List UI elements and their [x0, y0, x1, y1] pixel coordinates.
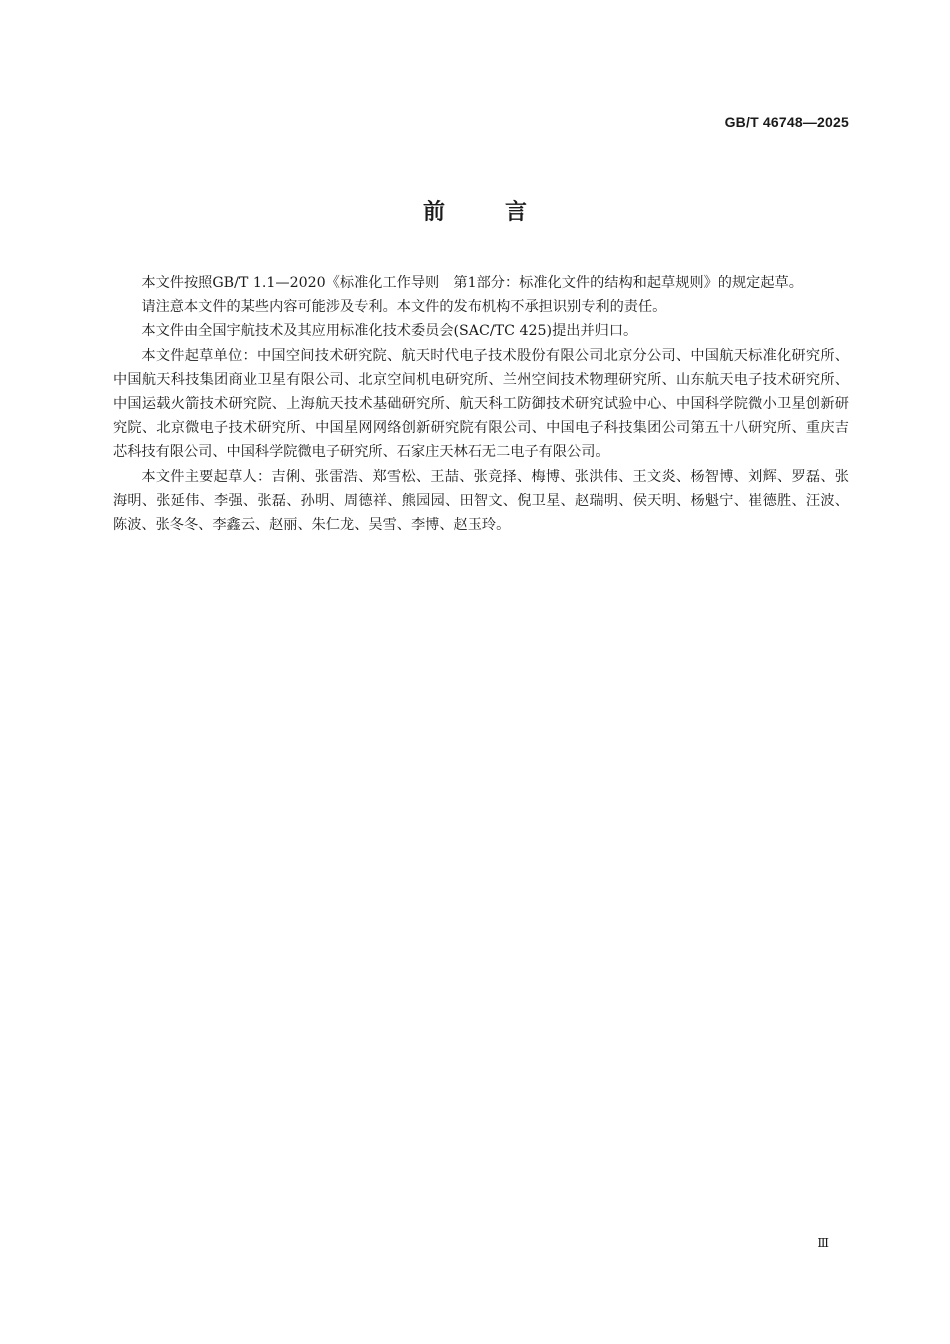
paragraph-patent-notice: 请注意本文件的某些内容可能涉及专利。本文件的发布机构不承担识别专利的责任。 [141, 299, 667, 316]
foreword-body [113, 271, 849, 537]
paragraph-drafting-rules: 本文件按照GB/T 1.1—2020《标准化工作导则 第1部分：标准化文件的结构和起草规则》的规定起草。 [141, 275, 803, 291]
standard-code: GB/T 46748—2025 [724, 114, 849, 130]
paragraph-drafting-units: 本文件起草单位：中国空间技术研究院、航天时代电子技术股份有限公司北京分公司、中国航天标准化研究所、中国航天科技集团商业卫星有限公司、北京空间机电研究所、兰州空间技术物理研究所、山东航天电子技术研究所、中国运载火箭技术研究院、上海航天技术基础研究所、航天科工防御技术研究试验中心、中国科学院微小卫星创新研究院、北京微电子技术研究所、中国星网网络创新研究院有限公司、中国电子科技集团公司第五十八研究所、重庆吉芯科技有限公司、中国科学院微电子研究所、石家庄天林石无二电子有限公司。 [113, 347, 849, 461]
page-title: 前言 [422, 200, 587, 225]
page-number: Ⅲ [817, 1236, 829, 1250]
paragraph-proposer: 本文件由全国宇航技术及其应用标准化技术委员会(SAC/TC 425)提出并归口。 [141, 323, 638, 340]
paragraph-drafters: 本文件主要起草人：吉俐、张雷浩、郑雪松、王喆、张竞择、梅博、张洪伟、王文炎、杨智博、刘辉、罗磊、张海明、张延伟、李强、张磊、孙明、周德祥、熊园园、田智文、倪卫星、赵瑞明、侯天明、杨魁宁、崔德胜、汪波、陈波、张冬冬、李鑫云、赵丽、朱仁龙、吴雪、李博、赵玉玲。 [113, 468, 849, 534]
